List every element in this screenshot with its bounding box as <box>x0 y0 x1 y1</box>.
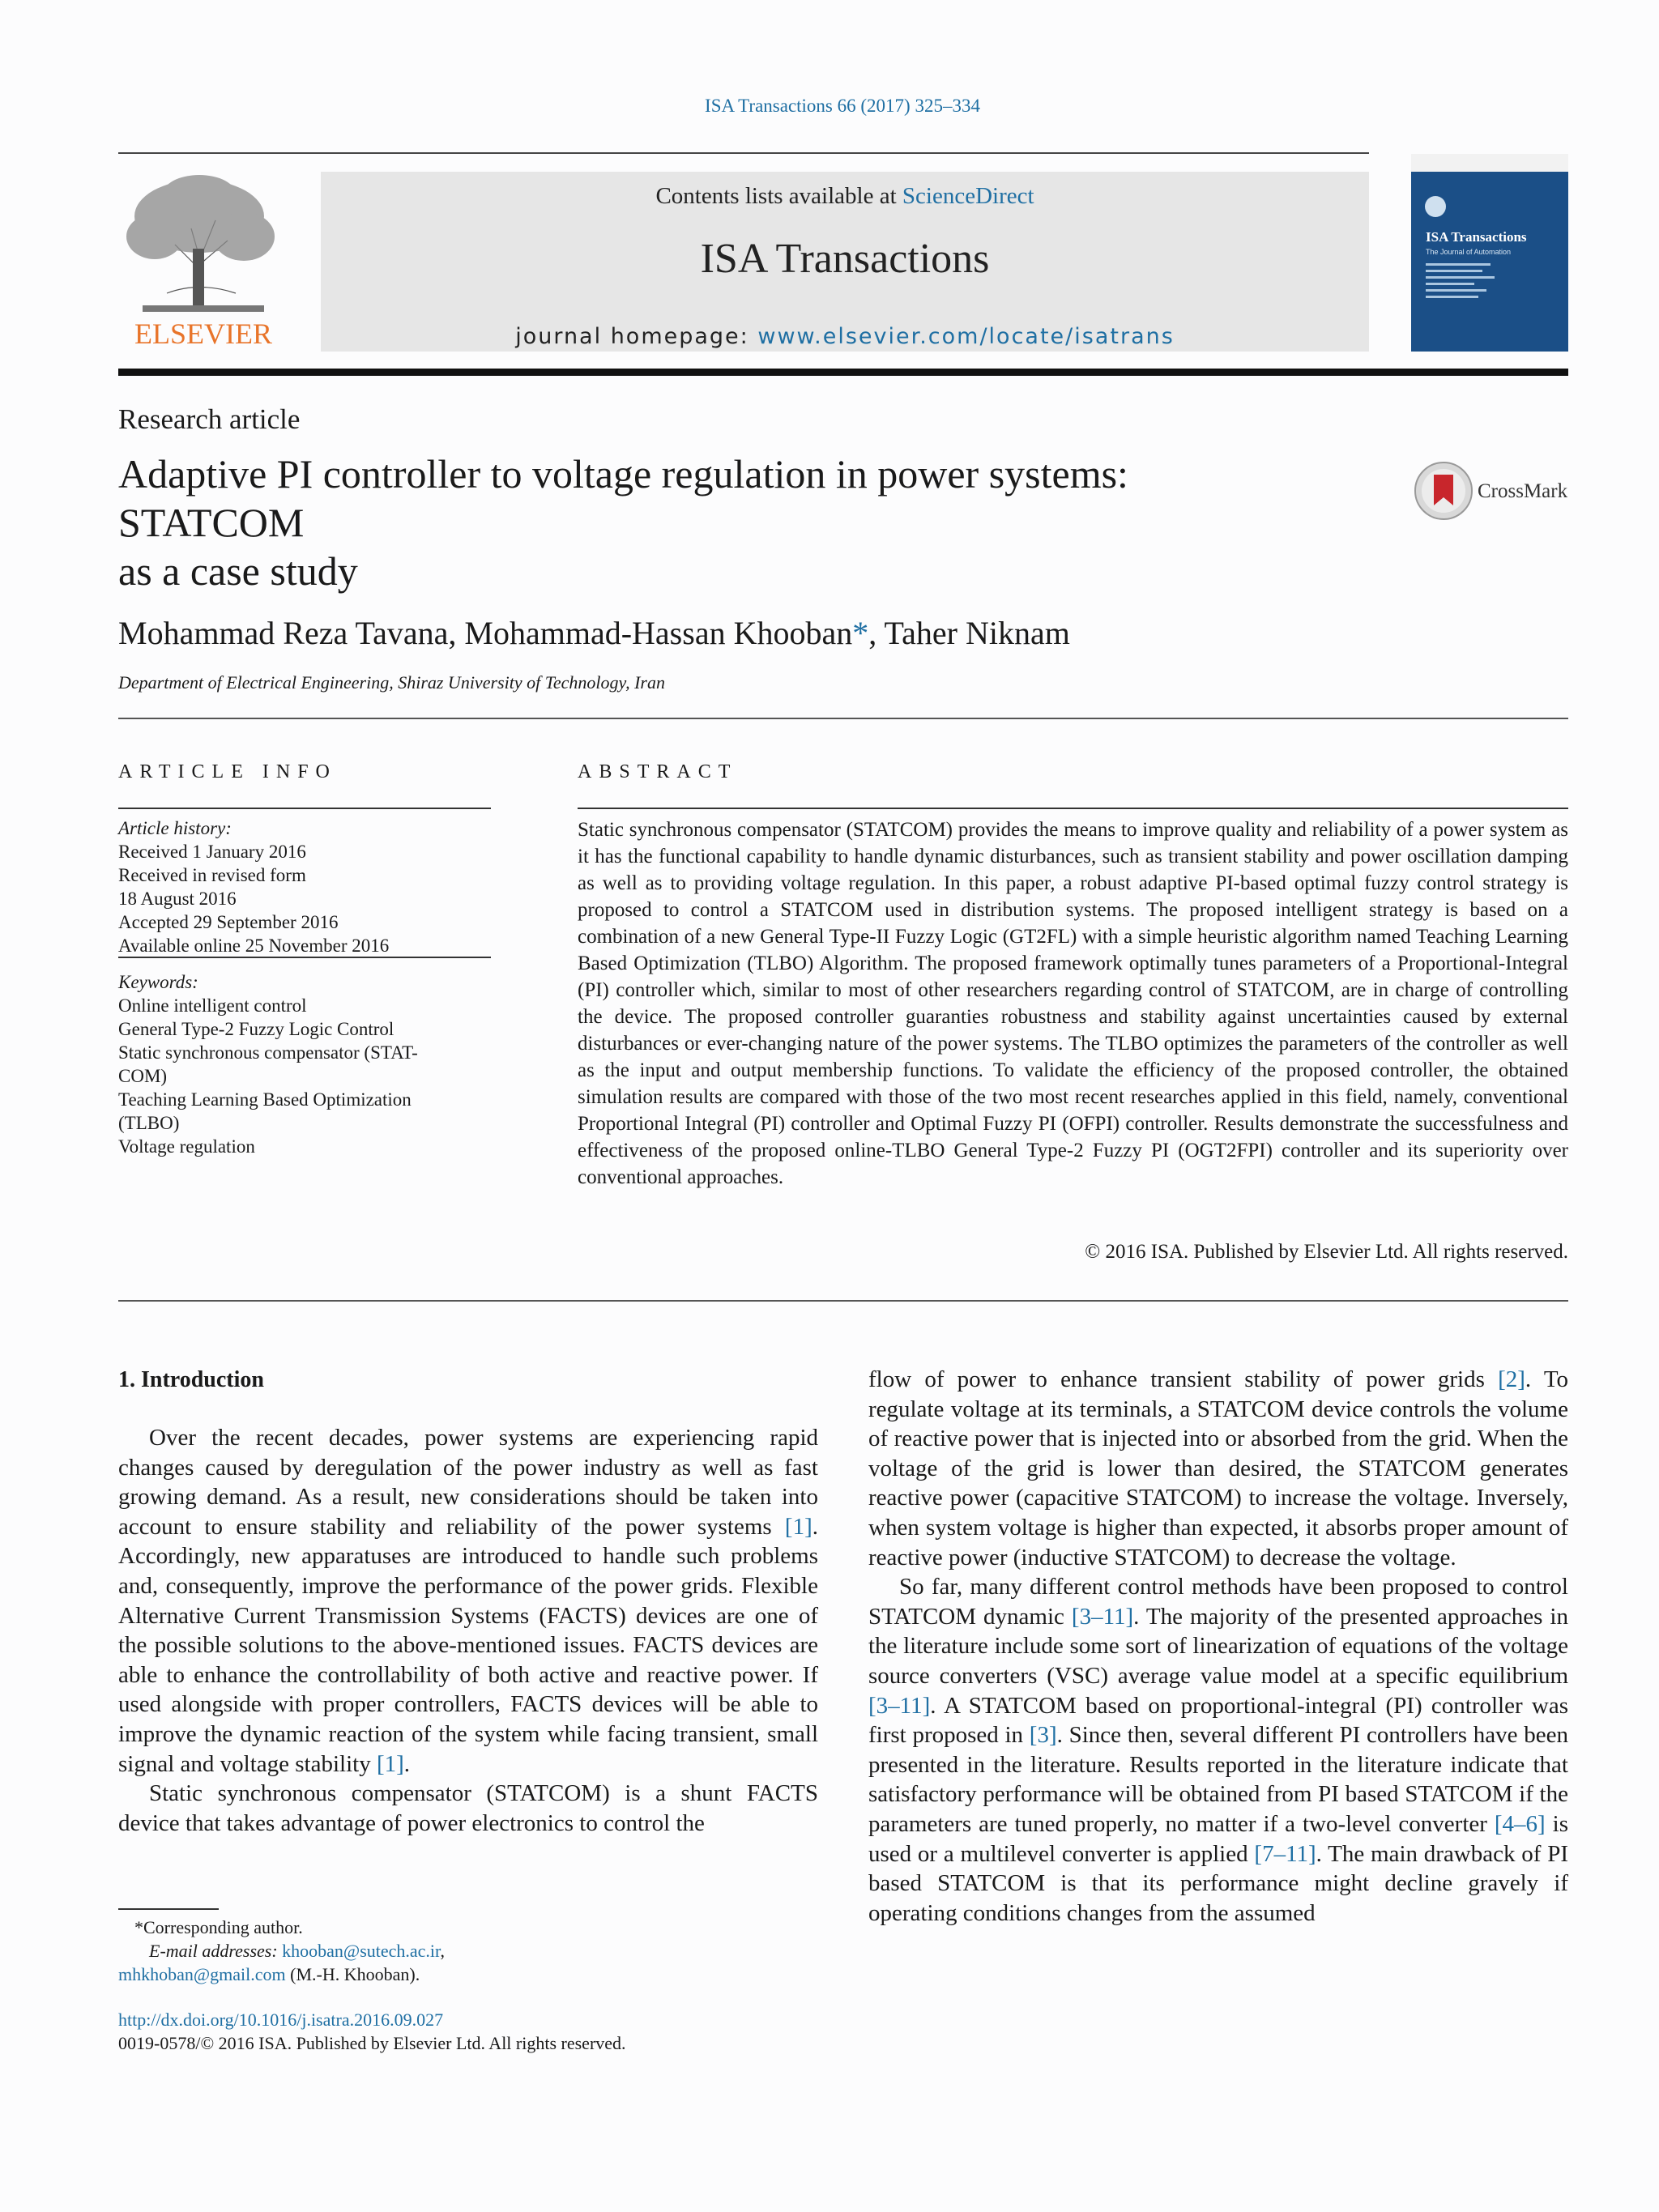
corresponding-author-mark[interactable]: * <box>852 615 869 651</box>
journal-cover-image <box>1411 154 1568 352</box>
keywords-list: Keywords: Online intelligent control General Type-2 Fuzzy Logic Control Static synchronous compensator (STAT- COM) Teaching Learning Based Optimization (TLBO) Voltage regulation <box>118 970 491 1158</box>
citation-link[interactable]: [1] <box>784 1513 812 1540</box>
citation-link[interactable]: [4–6] <box>1494 1810 1546 1837</box>
citation-link[interactable]: [2] <box>1498 1366 1525 1392</box>
article-title: Adaptive PI controller to voltage regulation in power systems: STATCOM as a case study <box>118 451 1128 594</box>
abstract-heading: ABSTRACT <box>578 761 738 782</box>
article-history-rule <box>118 957 491 958</box>
body-column-left <box>118 1423 818 1838</box>
affiliation: Department of Electrical Engineering, Shiraz University of Technology, Iran <box>118 672 665 693</box>
doi-block <box>118 2008 847 2055</box>
section-heading-introduction: 1. Introduction <box>118 1367 264 1392</box>
keyword: Online intelligent control <box>118 995 307 1016</box>
journal-banner <box>321 172 1369 352</box>
keyword: Static synchronous compensator (STAT- <box>118 1042 418 1063</box>
header-thick-rule <box>118 369 1568 376</box>
abstract-copyright: © 2016 ISA. Published by Elsevier Ltd. All rights reserved. <box>1085 1241 1568 1263</box>
svg-text:The Journal of Automation: The Journal of Automation <box>1426 248 1512 256</box>
svg-text:ISA Transactions: ISA Transactions <box>1426 229 1527 245</box>
keyword: (TLBO) <box>118 1113 180 1133</box>
title-rule <box>118 718 1568 719</box>
keyword: General Type-2 Fuzzy Logic Control <box>118 1019 394 1039</box>
keyword: Voltage regulation <box>118 1136 255 1157</box>
article-history: Article history: Received 1 January 2016 Received in revised form 18 August 2016 Accepted 29 September 2016 Available online 25 November 2016 <box>118 818 390 956</box>
homepage-link[interactable]: www.elsevier.com/locate/isatrans <box>757 324 1175 349</box>
crossmark-badge[interactable] <box>1413 460 1572 522</box>
journal-name: ISA Transactions <box>700 236 990 282</box>
citation-link[interactable]: [3–11] <box>1071 1603 1134 1630</box>
doi-link[interactable]: http://dx.doi.org/10.1016/j.isatra.2016.09.027 <box>118 2010 444 2030</box>
sciencedirect-link[interactable]: ScienceDirect <box>902 183 1034 209</box>
journal-reference-link[interactable]: ISA Transactions 66 (2017) 325–334 <box>705 96 980 116</box>
abstract-text: Static synchronous compensator (STATCOM) provides the means to improve quality and reliability of a power system as it has the functional capability to handle dynamic disturbances, such as transient stability and power oscillation damping as well as to providing voltage regulation. In this paper, a robust adaptive PI-based optimal fuzzy control strategy is proposed to control a STATCOM used in distribution systems. The proposed intelligent strategy is based on a combination of a new General Type-II Fuzzy Logic (GT2FL) with a simple heuristic algorithm named Teaching Learning Based Optimization (TLBO) Algorithm. The proposed framework optimally tunes parameters of a Proportional-Integral (PI) controller which, similar to most of other researchers regarding control of STATCOM, are in charge of controlling the device. The proposed controller guaranties robustness and stability against uncertainties caused by external disturbances or ever-changing nature of the power systems. The TLBO optimizes the parameters of the controller as well as the input and output membership functions. To validate the efficiency of the proposed controller, the obtained simulation results are compared with those of the two most recent researches applied in this field, namely, conventional Proportional Integral (PI) controller and Optimal Fuzzy PI (OFPI) controller. Results demonstrate the successfulness and effectiveness of the proposed online-TLBO General Type-2 Fuzzy PI (OGT2FPI) controller and its superiority over conventional approaches. <box>578 819 1568 1188</box>
issn-line: 0019-0578/© 2016 ISA. Published by Elsevier Ltd. All rights reserved. <box>118 2033 626 2053</box>
author-list: Mohammad Reza Tavana, Mohammad-Hassan Khooban*, Taher Niknam <box>118 615 1070 651</box>
body-column-right <box>868 1365 1568 1928</box>
article-info-heading: ARTICLE INFO <box>118 761 337 782</box>
email-link[interactable]: mhkhoban@gmail.com <box>118 1964 286 1984</box>
keyword: COM) <box>118 1066 168 1086</box>
abstract-end-rule <box>118 1300 1568 1302</box>
footnotes: *Corresponding author. E-mail addresses: khooban@sutech.ac.ir, mhkhoban@gmail.com (M.-H. Khooban). <box>118 1917 445 1984</box>
email-link[interactable]: khooban@sutech.ac.ir <box>282 1941 441 1961</box>
body-paragraph: So far, many different control methods have been proposed to control STATCOM dynamic [3–11]. The majority of the presented approaches in the literature include some sort of linearization of equations of the voltage source converters (VSC) average value model at a specific equilibrium [3–11]. A STATCOM based on proportional-integral (PI) controller was first proposed in [3]. Since then, several different PI controllers have been presented in the literature. Results reported in the literature indicate that satisfactory performance will be obtained from PI based STATCOM if the parameters are tuned properly, no matter if a two-level converter [4–6] is used or a multilevel converter is applied [7–11]. The main drawback of PI based STATCOM is that its performance might decline gravely if operating conditions changes from the assumed <box>868 1574 1568 1926</box>
citation-link[interactable]: [1] <box>376 1750 404 1777</box>
elsevier-logo <box>118 172 288 352</box>
body-paragraph: Over the recent decades, power systems are experiencing rapid changes caused by deregulation of the power industry as well as fast growing demand. As a result, new considerations should be taken into account to ensure stability and reliability of the power systems [1]. Accordingly, new apparatuses are introduced to handle such problems and, consequently, improve the performance of the power grids. Flexible Alternative Current Transmission Systems (FACTS) devices are one of the possible solutions to the above-mentioned issues. FACTS devices are able to enhance the controllability of both active and reactive power. If used alongside with proper controllers, FACTS devices will be able to improve the dynamic reaction of the system while facing transient, small signal and voltage stability [1]. <box>118 1425 818 1777</box>
header-rule <box>118 152 1369 154</box>
article-info-rule <box>118 808 491 809</box>
svg-text:ELSEVIER: ELSEVIER <box>134 318 272 350</box>
footnote-rule <box>118 1908 219 1910</box>
keyword: Teaching Learning Based Optimization <box>118 1089 412 1110</box>
svg-text:CrossMark: CrossMark <box>1478 480 1568 502</box>
abstract-rule <box>578 808 1568 809</box>
body-paragraph: flow of power to enhance transient stability of power grids [2]. To regulate voltage at its terminals, a STATCOM device controls the volume of reactive power that is injected into or absorbed from the grid. When the voltage of the grid is lower than desired, the STATCOM generates reactive power (capacitive STATCOM) to increase the voltage. Inversely, when system voltage is higher than expected, it absorbs proper amount of reactive power (inductive STATCOM) to decrease the voltage. <box>868 1366 1569 1571</box>
body-paragraph: Static synchronous compensator (STATCOM) is a shunt FACTS device that takes advantage of power electronics to control the <box>118 1780 818 1836</box>
article-type: Research article <box>118 403 301 435</box>
citation-link[interactable]: [3] <box>1029 1722 1057 1749</box>
journal-homepage: journal homepage: www.elsevier.com/locate/isatrans <box>515 324 1175 349</box>
citation-link[interactable]: [7–11] <box>1254 1840 1316 1867</box>
contents-line: Contents lists available at ScienceDirect <box>655 183 1034 209</box>
corresponding-author-note: Corresponding author. <box>143 1917 303 1937</box>
citation-link[interactable]: [3–11] <box>868 1692 931 1719</box>
